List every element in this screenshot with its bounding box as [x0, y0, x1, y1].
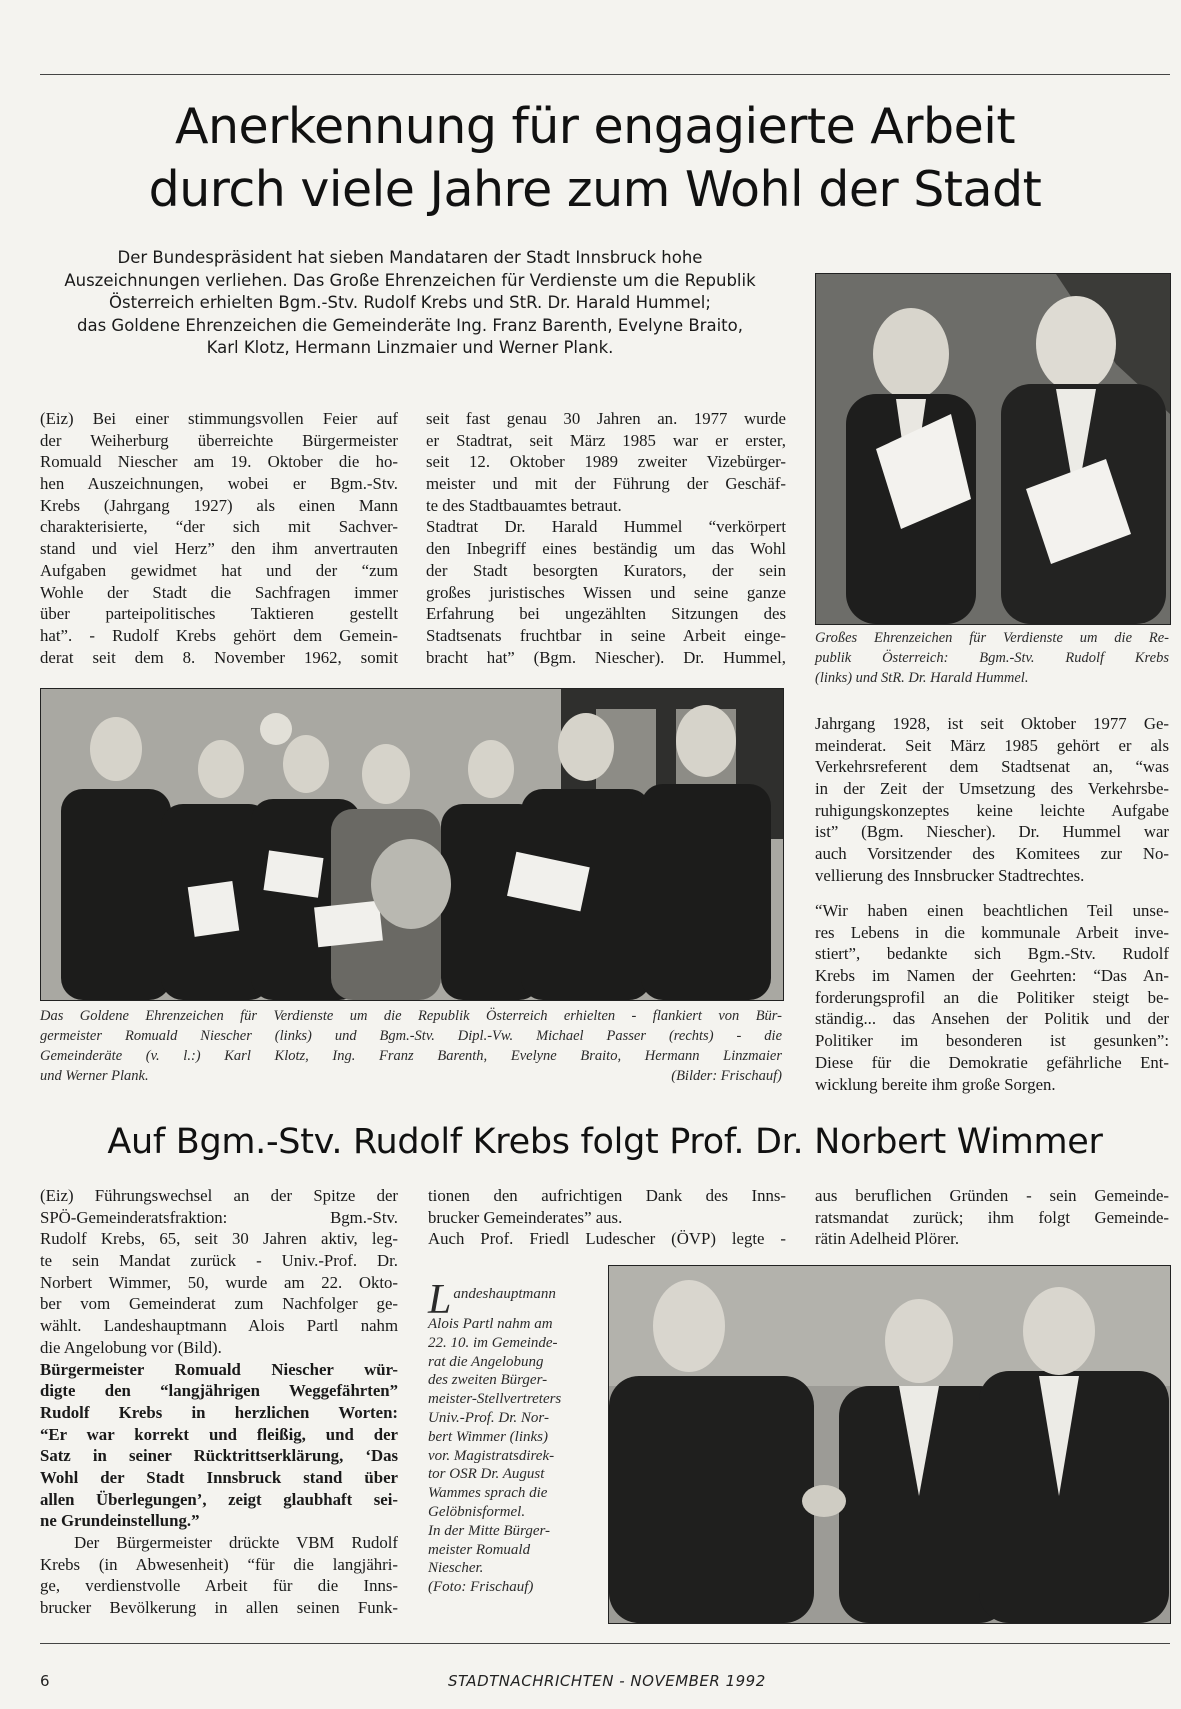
text-line-bold: Bürgermeister Romuald Niescher wür-	[40, 1359, 398, 1379]
photo-angelobung-illustration	[609, 1266, 1170, 1623]
text-line: auch Vorsitzender des Komitees zur No-	[815, 844, 1169, 864]
text-line: Diese für die Demokratie gefährliche Ent-	[815, 1052, 1169, 1072]
text-line: über parteipolitisches Taktieren gestellt	[40, 604, 398, 624]
article1-column-1	[40, 408, 398, 668]
photo-krebs-hummel-illustration	[816, 274, 1170, 624]
caption-line: germeister Romuald Niescher (links) und Bgm.-Stv. Dipl.-Vw. Michael Passer (rechts) - die	[40, 1028, 782, 1044]
text-line: den Inbegriff eines beständig um das Wohl	[426, 539, 786, 559]
caption-line	[40, 1066, 782, 1086]
text-line: stand und viel Herz” den ihm anvertrauten	[40, 539, 398, 559]
caption-line: Großes Ehrenzeichen für Verdienste um die Re-	[815, 630, 1169, 646]
article1-column-3-quote	[815, 900, 1169, 1095]
text-line: der Weiherburg überreichte Bürgermeister	[40, 430, 398, 450]
text-line: ruhigungskonzeptes keine leichte Aufgabe	[815, 800, 1169, 820]
text-line-bold: Rudolf Krebs in herzlichen Worten:	[40, 1402, 398, 1422]
caption-line: publik Österreich: Bgm.-Stv. Rudolf Krebs	[815, 650, 1169, 666]
text-line: aus beruflichen Gründen - sein Gemeinde-	[815, 1186, 1169, 1205]
text-line: derat seit dem 8. November 1962, somit	[40, 647, 398, 667]
text-line: res Lebens in die kommunale Arbeit inve-	[815, 922, 1169, 942]
caption-line: andeshauptmann	[453, 1286, 556, 1302]
photo-credit: (Bilder: Frischauf)	[671, 1068, 782, 1084]
text-line: Romuald Niescher am 19. Oktober die ho-	[40, 452, 398, 472]
text-line: ge, verdienstvolle Arbeit für die Inns-	[40, 1576, 398, 1596]
text-line: (Eiz) Führungswechsel an der Spitze der	[40, 1186, 398, 1205]
caption-line: Gemeinderäte (v. l.:) Karl Klotz, Ing. Franz Barenth, Evelyne Braito, Hermann Linzmaier	[40, 1048, 782, 1064]
lead-paragraph	[40, 247, 780, 360]
text-line: Krebs (in Abwesenheit) “für die langjähri-	[40, 1554, 398, 1574]
text-line: seit fast genau 30 Jahren an. 1977 wurde	[426, 409, 786, 428]
text-line-bold: digte den “langjährigen Weggefährten”	[40, 1381, 398, 1401]
text-line: Rudolf Krebs, 65, seit 30 Jahren aktiv, leg-	[40, 1229, 398, 1249]
lead-line: Auszeichnungen verliehen. Das Große Ehrenzeichen für Verdienste um die Republik	[64, 270, 756, 290]
caption-first-line	[428, 1277, 603, 1323]
caption-line: 22. 10. im Gemeinde-	[428, 1334, 558, 1351]
text-line: in der Zeit der Umsetzung des Verkehrsbe-	[815, 779, 1169, 799]
text-line: forderungsprofil an die Politiker steigt be-	[815, 987, 1169, 1007]
text-line: Aufgaben gewidmet hat und der “zum	[40, 560, 398, 580]
article2-headline: Auf Bgm.-Stv. Rudolf Krebs folgt Prof. Dr. Norbert Wimmer	[107, 1122, 1103, 1162]
text-line: hen Auszeichnungen, wobei er Bgm.-Stv.	[40, 474, 398, 494]
article2-column-3	[815, 1185, 1169, 1250]
text-line: “Wir haben einen beachtlichen Teil unse-	[815, 901, 1169, 920]
text-line: Politiker im besonderen ist gesunken”:	[815, 1031, 1169, 1051]
text-line: Jahrgang 1928, ist seit Oktober 1977 Ge-	[815, 714, 1169, 733]
caption-line: (links) und StR. Dr. Harald Hummel.	[815, 670, 1029, 686]
text-line: Stadtsenats fruchtbar in seine Arbeit einge-	[426, 625, 786, 645]
text-line: Krebs im Namen der Geehrten: “Das An-	[815, 966, 1169, 986]
text-line: tionen den aufrichtigen Dank des Inns-	[428, 1186, 786, 1205]
article1-column-3	[815, 713, 1169, 887]
publication-footer: STADTNACHRICHTEN - NOVEMBER 1992	[448, 1672, 766, 1690]
text-line-bold: ne Grundeinstellung.”	[40, 1511, 200, 1531]
page-number: 6	[40, 1672, 51, 1690]
caption-dropcap: L	[428, 1277, 452, 1323]
text-line: hat”. - Rudolf Krebs gehört dem Gemein-	[40, 625, 398, 645]
caption-angelobung	[428, 1277, 603, 1597]
text-line: brucker Gemeinderates” aus.	[428, 1207, 623, 1227]
caption-line: meister Romuald	[428, 1541, 531, 1558]
caption-line: des zweiten Bürger-	[428, 1372, 548, 1389]
caption-line-end: und Werner Plank.	[40, 1068, 149, 1084]
caption-line: Univ.-Prof. Dr. Nor-	[428, 1409, 549, 1426]
text-line: wählt. Landeshauptmann Alois Partl nahm	[40, 1316, 398, 1336]
photo-krebs-hummel	[815, 273, 1171, 625]
text-line: te des Stadtbauamtes betraut.	[426, 495, 622, 515]
text-line: Der Bürgermeister drückte VBM Rudolf	[40, 1533, 398, 1552]
text-line-bold: allen Überlegungen’, zeigt glaubhaft sei-	[40, 1489, 398, 1509]
text-line: SPÖ-Gemeinderatsfraktion: Bgm.-Stv.	[40, 1207, 398, 1227]
text-line: meinderat. Seit März 1985 gehört er als	[815, 735, 1169, 755]
caption-line: bert Wimmer (links)	[428, 1428, 548, 1445]
text-line-bold: “Er war korrekt und fleißig, und der	[40, 1424, 398, 1444]
lead-line: Karl Klotz, Hermann Linzmaier und Werner Plank.	[206, 338, 614, 357]
caption-line: In der Mitte Bürger-	[428, 1522, 551, 1539]
caption-line: meister-Stellvertreters	[428, 1391, 562, 1408]
caption-group-photo	[40, 1006, 782, 1086]
lead-line: das Goldene Ehrenzeichen die Gemeinderäte Ing. Franz Barenth, Evelyne Braito,	[77, 315, 743, 335]
text-line: (Eiz) Bei einer stimmungsvollen Feier auf	[40, 409, 398, 428]
text-line: der Stadt besorgten Kurators, der sein	[426, 560, 786, 580]
text-line: Norbert Wimmer, 50, wurde am 22. Okto-	[40, 1272, 398, 1292]
text-line: meister und mit der Führung der Geschäf-	[426, 474, 786, 494]
text-line: großes juristisches Wissen und seine ganze	[426, 582, 786, 602]
text-line: Erfahrung bei ungezählten Sitzungen des	[426, 604, 786, 624]
article2-column-1	[40, 1185, 398, 1619]
text-line: rätin Adelheid Plörer.	[815, 1229, 960, 1249]
caption-line: vor. Magistratsdirek-	[428, 1447, 555, 1464]
text-line: Verkehrsreferent dem Stadtsenat an, “was	[815, 757, 1169, 777]
text-line: wicklung bereite ihm große Sorgen.	[815, 1074, 1056, 1094]
text-line: die Angelobung vor (Bild).	[40, 1337, 222, 1357]
text-line: Stadtrat Dr. Harald Hummel “verkörpert	[426, 517, 786, 537]
photo-group-award	[40, 688, 784, 1001]
top-rule	[40, 74, 1170, 75]
caption-line: Niescher.	[428, 1560, 484, 1577]
text-line: Auch Prof. Friedl Ludescher (ÖVP) legte -	[428, 1229, 786, 1249]
caption-top-photo	[815, 628, 1169, 688]
text-line: Krebs (Jahrgang 1927) als einen Mann	[40, 495, 398, 515]
lead-line: Österreich erhielten Bgm.-Stv. Rudolf Krebs und StR. Dr. Harald Hummel;	[109, 293, 711, 312]
text-line: ber vom Gemeinderat zum Nachfolger ge-	[40, 1294, 398, 1314]
text-line: vellierung des Innsbrucker Stadtrechtes.	[815, 865, 1085, 885]
text-line-bold: Wohl der Stadt Innsbruck stand über	[40, 1467, 398, 1487]
text-line: ratsmandat zurück; ihm folgt Gemeinde-	[815, 1207, 1169, 1227]
text-line: te sein Mandat zurück - Univ.-Prof. Dr.	[40, 1251, 398, 1271]
caption-line: Wammes sprach die	[428, 1485, 548, 1502]
headline-line-1: Anerkennung für engagierte Arbeit	[174, 98, 1016, 155]
text-line: bracht hat” (Bgm. Niescher). Dr. Hummel,	[426, 647, 786, 667]
caption-line: tor OSR Dr. August	[428, 1466, 545, 1483]
text-line: ist” (Bgm. Niescher). Dr. Hummel war	[815, 822, 1169, 842]
text-line: Wohle der Stadt die Sachfragen immer	[40, 582, 398, 602]
text-line: er Stadtrat, seit März 1985 war er erster,	[426, 430, 786, 450]
text-line: stiert”, bedankte sich Bgm.-Stv. Rudolf	[815, 944, 1169, 964]
text-line: brucker Bevölkerung in allen seinen Funk-	[40, 1598, 398, 1618]
text-line: seit 12. Oktober 1989 zweiter Vizebürger-	[426, 452, 786, 472]
caption-line: Gelöbnisformel.	[428, 1503, 526, 1520]
text-line: ständig... das Ansehen der Politik und der	[815, 1009, 1169, 1029]
lead-line: Der Bundespräsident hat sieben Mandataren der Stadt Innsbruck hohe	[117, 248, 703, 267]
text-line-bold: Satz in seiner Rücktrittserklärung, ‘Das	[40, 1446, 398, 1466]
caption-line: Alois Partl nahm am	[428, 1316, 553, 1332]
caption-line: Das Goldene Ehrenzeichen für Verdienste um die Republik Österreich erhielten - flankiert von Bür-	[40, 1008, 782, 1024]
article2-column-2	[428, 1185, 786, 1250]
photo-angelobung	[608, 1265, 1171, 1624]
article1-column-2	[426, 408, 786, 668]
photo-credit: (Foto: Frischauf)	[428, 1579, 534, 1596]
text-line: charakterisierte, “der sich mit Sachver-	[40, 517, 398, 537]
headline-line-2: durch viele Jahre zum Wohl der Stadt	[148, 161, 1042, 218]
photo-group-illustration	[41, 689, 783, 1000]
bottom-rule	[40, 1643, 1170, 1644]
caption-line: rat die Angelobung	[428, 1353, 544, 1370]
